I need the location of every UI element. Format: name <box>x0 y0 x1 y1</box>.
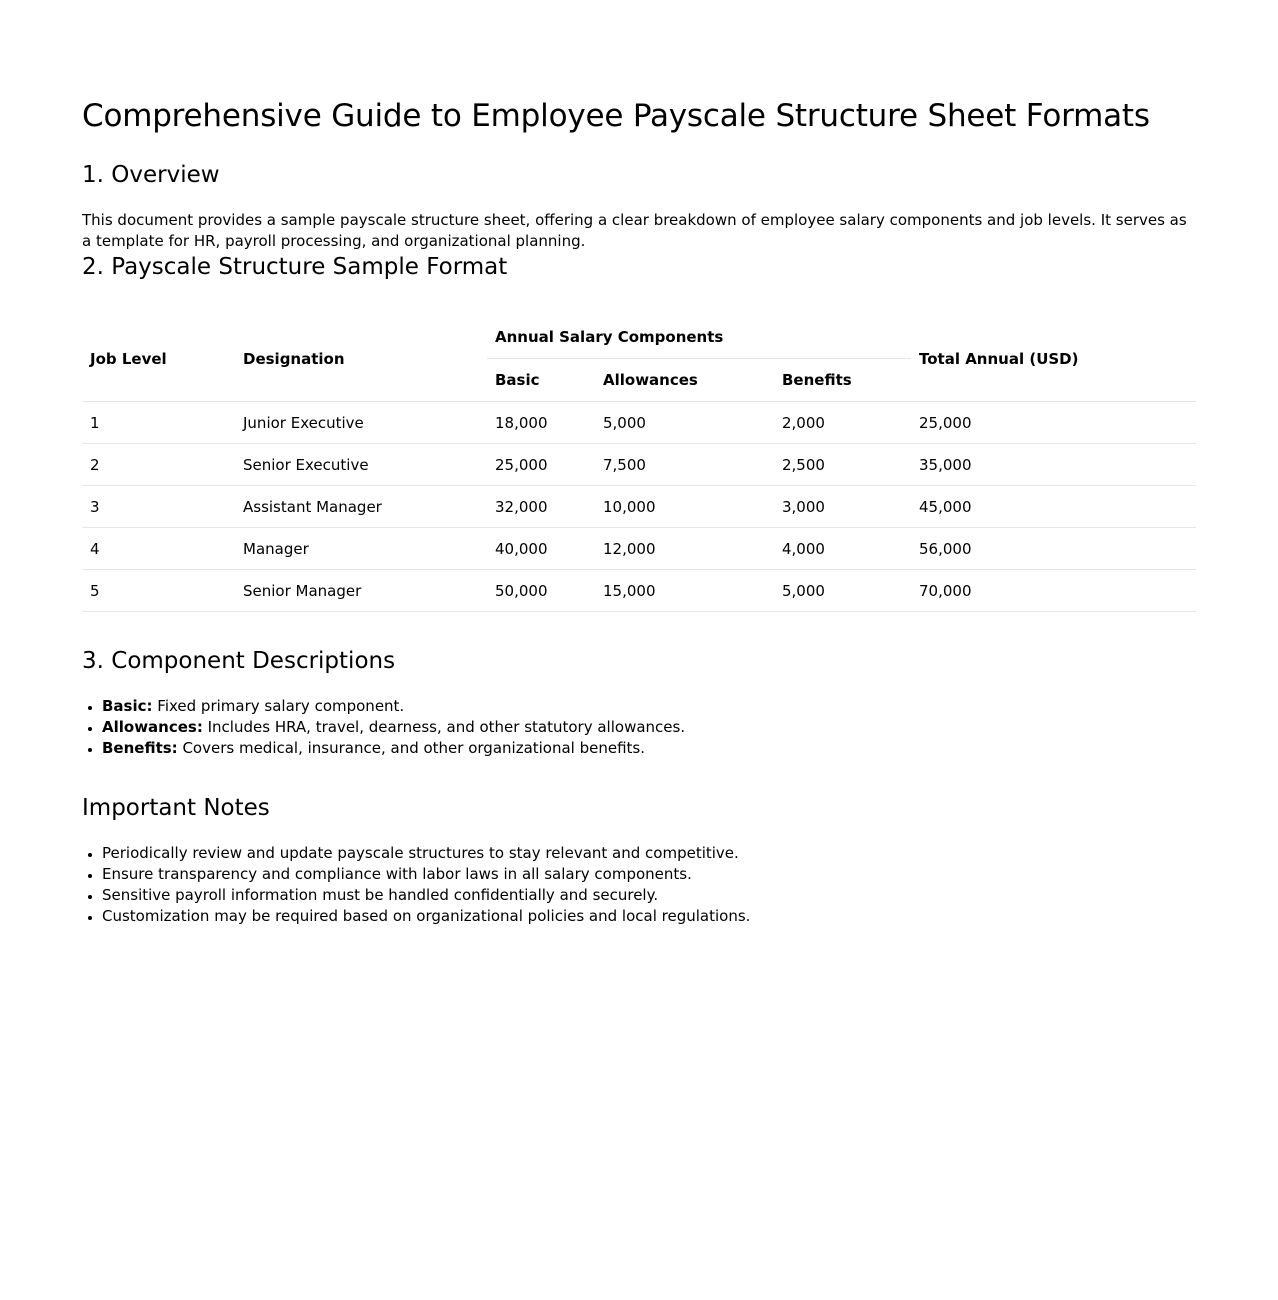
cell-designation: Assistant Manager <box>235 486 487 528</box>
component-term: Benefits: <box>102 739 178 757</box>
component-description: Fixed primary salary component. <box>152 697 405 715</box>
header-job-level: Job Level <box>82 316 235 402</box>
overview-heading: 1. Overview <box>82 162 220 188</box>
cell-benefits: 2,500 <box>774 444 911 486</box>
cell-basic: 18,000 <box>487 402 595 444</box>
cell-total-annual: 45,000 <box>911 486 1196 528</box>
header-basic: Basic <box>487 359 595 402</box>
component-item <box>102 717 1196 738</box>
cell-basic: 50,000 <box>487 570 595 612</box>
payscale-heading: 2. Payscale Structure Sample Format <box>82 254 508 280</box>
cell-allowances: 5,000 <box>595 402 774 444</box>
cell-allowances: 7,500 <box>595 444 774 486</box>
component-term: Basic: <box>102 697 153 715</box>
cell-benefits: 3,000 <box>774 486 911 528</box>
cell-designation: Junior Executive <box>235 402 487 444</box>
notes-heading: Important Notes <box>82 795 270 821</box>
cell-allowances: 12,000 <box>595 528 774 570</box>
component-item <box>102 738 1196 759</box>
note-item: • Customization may be required based on organizational policies and local regulations. <box>102 906 1196 927</box>
cell-job-level: 4 <box>82 528 235 570</box>
header-designation: Designation <box>235 316 487 402</box>
header-allowances: Allowances <box>595 359 774 402</box>
cell-benefits: 5,000 <box>774 570 911 612</box>
table-row <box>82 444 1196 486</box>
cell-benefits: 4,000 <box>774 528 911 570</box>
page-title: Comprehensive Guide to Employee Payscale Structure Sheet Formats <box>82 98 1150 134</box>
cell-job-level: 1 <box>82 402 235 444</box>
table-row <box>82 570 1196 612</box>
cell-benefits: 2,000 <box>774 402 911 444</box>
cell-designation: Manager <box>235 528 487 570</box>
table-row <box>82 528 1196 570</box>
payscale-table-header <box>82 316 1196 402</box>
component-term: Allowances: <box>102 718 203 736</box>
components-list <box>82 696 1196 759</box>
note-item: • Sensitive payroll information must be handled confidentially and securely. <box>102 885 1196 906</box>
header-benefits: Benefits <box>774 359 911 402</box>
table-row <box>82 402 1196 444</box>
cell-job-level: 2 <box>82 444 235 486</box>
cell-designation: Senior Manager <box>235 570 487 612</box>
components-heading: 3. Component Descriptions <box>82 648 396 674</box>
cell-total-annual: 70,000 <box>911 570 1196 612</box>
component-item <box>102 696 1196 717</box>
note-item: • Periodically review and update payscale structures to stay relevant and competitive. <box>102 843 1196 864</box>
header-total-annual: Total Annual (USD) <box>911 316 1196 402</box>
cell-designation: Senior Executive <box>235 444 487 486</box>
note-item: • Ensure transparency and compliance with labor laws in all salary components. <box>102 864 1196 885</box>
header-salary-components-group: Annual Salary Components <box>487 316 911 359</box>
table-row <box>82 486 1196 528</box>
component-description: Includes HRA, travel, dearness, and other statutory allowances. <box>202 718 686 736</box>
payscale-table-body <box>82 402 1196 612</box>
cell-allowances: 10,000 <box>595 486 774 528</box>
notes-list <box>82 843 1196 927</box>
cell-basic: 25,000 <box>487 444 595 486</box>
payscale-table <box>82 316 1196 612</box>
cell-total-annual: 35,000 <box>911 444 1196 486</box>
cell-job-level: 5 <box>82 570 235 612</box>
cell-basic: 32,000 <box>487 486 595 528</box>
cell-job-level: 3 <box>82 486 235 528</box>
overview-paragraph: This document provides a sample payscale structure sheet, offering a clear breakdown of employee salary components and job levels. It serves as a template for HR, payroll processing, and organizational planning. <box>82 211 1187 250</box>
cell-allowances: 15,000 <box>595 570 774 612</box>
cell-basic: 40,000 <box>487 528 595 570</box>
component-description: Covers medical, insurance, and other organizational benefits. <box>177 739 646 757</box>
cell-total-annual: 56,000 <box>911 528 1196 570</box>
cell-total-annual: 25,000 <box>911 402 1196 444</box>
